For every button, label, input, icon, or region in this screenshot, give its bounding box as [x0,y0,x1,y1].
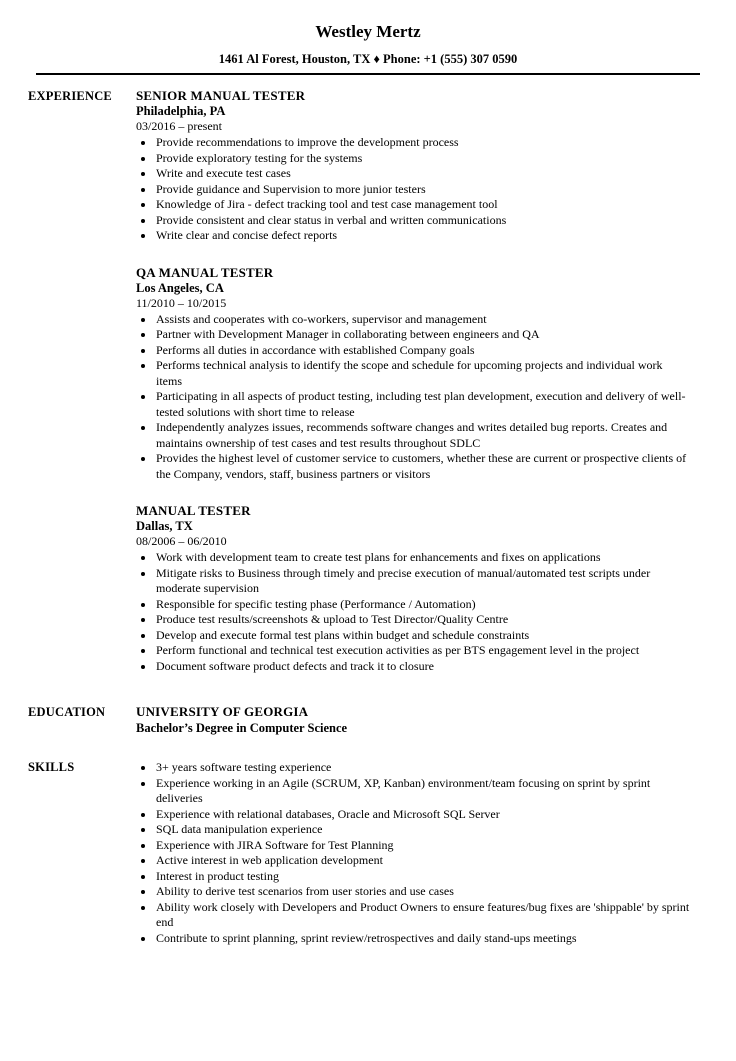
school-name: UNIVERSITY OF GEORGIA [136,704,309,719]
job-dates: 08/2006 – 06/2010 [136,534,227,548]
skill-bullet: • Ability work closely with Developers and Product Owners to ensure features/bug fixes are 'shippable' by sprint end [155,900,690,931]
skill-bullet: • Active interest in web application development [155,853,690,869]
job-bullet: • Provide recommendations to improve the development process [155,135,690,151]
job-title: SENIOR MANUAL TESTER [136,88,306,103]
job-bullet: • Provide consistent and clear status in verbal and written communications [155,213,690,229]
skill-bullet: • Ability to derive test scenarios from user stories and use cases [155,884,690,900]
job-bullet: • Knowledge of Jira - defect tracking tool and test case management tool [155,197,690,213]
skill-bullet: • SQL data manipulation experience [155,822,690,838]
skill-bullet: • Experience with JIRA Software for Test Planning [155,838,690,854]
job-bullet: • Performs all duties in accordance with established Company goals [155,343,690,359]
job-bullet: • Performs technical analysis to identify the scope and schedule for upcoming projects and individual work items [155,358,690,389]
skill-bullet: • Interest in product testing [155,869,690,885]
experience-section [0,88,736,674]
experience-label: EXPERIENCE [28,89,112,103]
job-bullet: • Responsible for specific testing phase (Performance / Automation) [155,597,690,613]
skill-bullet: • Experience working in an Agile (SCRUM, XP, Kanban) environment/team focusing on sprint by sprint deliveries [155,776,690,807]
job-location: Los Angeles, CA [136,280,224,295]
job-bullet: • Write clear and concise defect reports [155,228,690,244]
job-bullet: • Produce test results/screenshots & upload to Test Director/Quality Centre [155,612,690,628]
job-bullet-list [136,312,690,483]
skill-bullet: • Contribute to sprint planning, sprint review/retrospectives and daily stand-ups meetings [155,931,690,947]
job-bullet: • Partner with Development Manager in collaborating between engineers and QA [155,327,690,343]
job-dates: 03/2016 – present [136,119,222,133]
job-bullet: • Perform functional and technical test execution activities as per BTS engagement level in the project [155,643,690,659]
resume-header [0,0,736,67]
skills-section [0,759,736,946]
education-label: EDUCATION [28,705,106,719]
job-entry-senior-manual-tester [136,88,690,244]
job-bullet: • Mitigate risks to Business through timely and precise execution of manual/automated test scripts under moderate supervision [155,566,690,597]
job-bullet: • Assists and cooperates with co-workers, supervisor and management [155,312,690,328]
job-bullet-list [136,550,690,674]
job-bullet: • Independently analyzes issues, recommends software changes and writes detailed bug reports. Creates and maintains ownership of test cases and test results throughout SDLC [155,420,690,451]
job-bullet: • Provide exploratory testing for the systems [155,151,690,167]
skill-bullet: • Experience with relational databases, Oracle and Microsoft SQL Server [155,807,690,823]
skill-bullet: • 3+ years software testing experience [155,760,690,776]
job-bullet: • Work with development team to create test plans for enhancements and fixes on applications [155,550,690,566]
job-dates: 11/2010 – 10/2015 [136,295,227,310]
job-bullet-list [136,135,690,244]
skills-bullet-list [136,760,690,946]
contact-line: 1461 Al Forest, Houston, TX ♦ Phone: +1 (555) 307 0590 [218,52,518,66]
skills-label: SKILLS [28,760,75,774]
job-bullet: • Develop and execute formal test plans within budget and schedule constraints [155,628,690,644]
education-section [0,704,736,737]
job-entry-qa-manual-tester [136,265,690,483]
skills-content [136,759,690,946]
education-content [136,704,690,737]
job-bullet: • Participating in all aspects of product testing, including test plan development, execution and delivery of well-tested solutions with short time to release [155,389,690,420]
job-bullet: • Provide guidance and Supervision to more junior testers [155,182,690,198]
job-location: Dallas, TX [136,519,193,533]
experience-content [136,88,690,674]
degree-name: Bachelor’s Degree in Computer Science [136,721,348,735]
job-bullet: • Write and execute test cases [155,166,690,182]
job-location: Philadelphia, PA [136,104,226,118]
header-divider [36,73,700,75]
job-entry-manual-tester [136,503,690,674]
job-title: MANUAL TESTER [136,503,251,518]
job-bullet: • Provides the highest level of customer service to customers, whether these are current or prospective clients of the Company, vendors, staff, business partners or visitors [155,451,690,482]
person-name: Westley Mertz [315,22,421,41]
job-title: QA MANUAL TESTER [136,264,274,280]
job-bullet: • Document software product defects and track it to closure [155,659,690,675]
